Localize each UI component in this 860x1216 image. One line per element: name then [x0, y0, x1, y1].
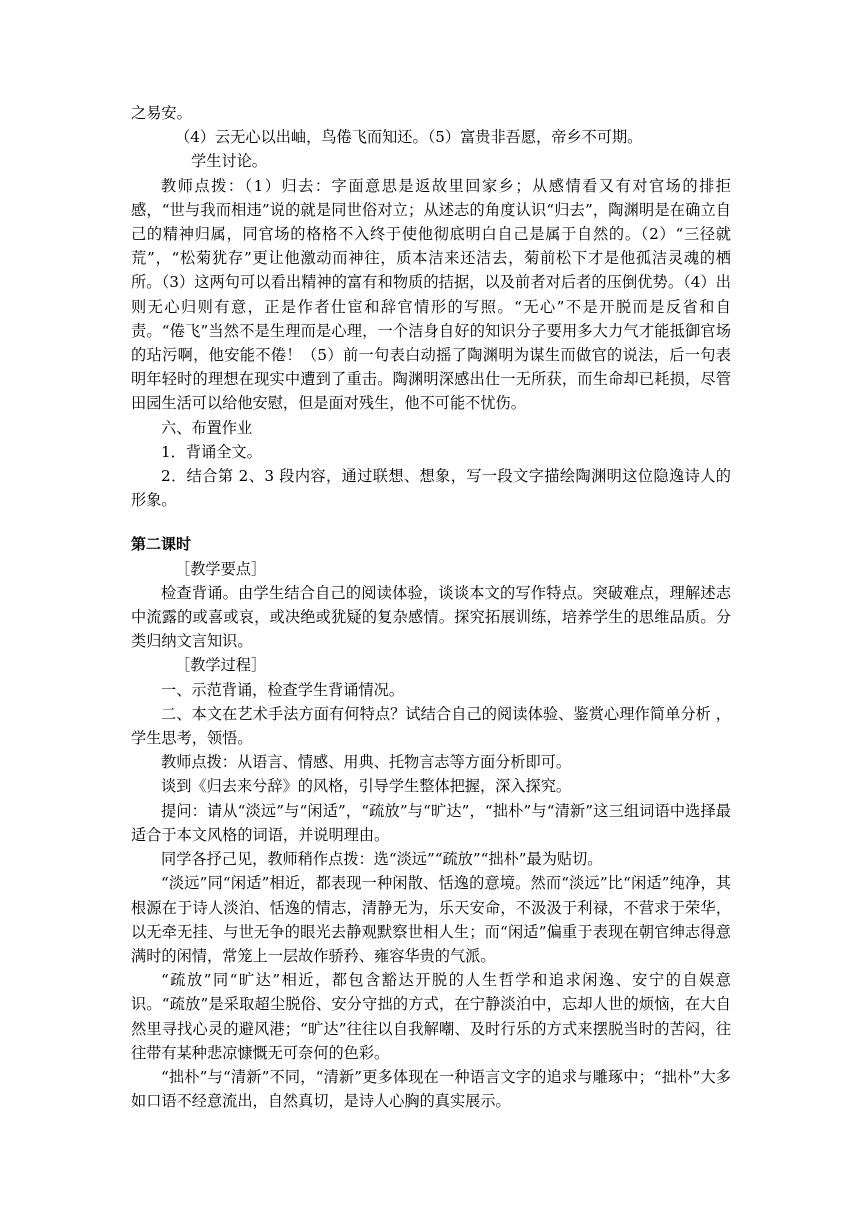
style-intro: 谈到《归去来兮辞》的风格，引导学生整体把握，深入探究。 [161, 777, 572, 796]
process-step-2: 二、本文在艺术手法方面有何特点？试结合自己的阅读体验、鉴赏心理作简单分析 ，学生思考，领悟。 [131, 704, 731, 748]
section-heading-homework: 六、布置作业 [161, 418, 253, 437]
blank-line [131, 512, 731, 532]
lesson-two-heading: 第二课时 [131, 535, 192, 554]
process-step-1: 一、示范背诵，检查学生背诵情况。 [161, 680, 404, 699]
teacher-tip: 教师点拨：从语言、情感、用典、托物言志等方面分析即可。 [161, 753, 572, 772]
zhuopu-paragraph: “拙朴”与“清新”不同，“清新”更多体现在一种语言文字的追求与雕琢中；“拙朴”大多如口语不经意流出，自然真切，是诗人心胸的真实展示。 [131, 1067, 731, 1111]
quote-lines: （4）云无心以出岫，鸟倦飞而知还。（5）富贵非吾愿，帝乡不可期。 [175, 128, 643, 147]
question-paragraph: 提问：请从“淡远”与“闲适”，“疏放”与“旷达”，“拙朴”与“清新”这三组词语中选择最适合于本文风格的词语，并说明理由。 [131, 801, 731, 844]
paragraph-continuation: 之易安。 [131, 104, 192, 122]
homework-item-2: 2．结合第 2、3 段内容，通过联想、想象，写一段文字描绘陶渊明这位隐逸诗人的形象。 [131, 467, 731, 510]
teaching-points-paragraph: 检查背诵。由学生结合自己的阅读体验，谈谈本文的写作特点。突破难点，理解述志中流露的或喜或哀，或决绝或犹疑的复杂感情。探究拓展训练，培养学生的思维品质。分类归纳文言知识。 [131, 583, 731, 651]
student-discussion: 学生讨论。 [191, 152, 267, 171]
danyuan-paragraph: “淡远”同“闲适”相近，都表现一种闲散、恬逸的意境。然而“淡远”比“闲适”纯净，其根源在于诗人淡泊、恬逸的情志，清静无为，乐天安命，不汲汲于利禄，不营求于荣华，以无牵无挂、与世无争的眼光去静观默察世相人生；而“闲适”偏重于表现在朝官绅志得意满时的闲情，常笼上一层故作骄矜、雍容华贵的气派。 [131, 874, 731, 965]
shufang-paragraph: “疏放”同“旷达”相近，都包含豁达开脱的人生哲学和追求闲逸、安宁的自娱意识。“疏放”是采取超尘脱俗、安分守拙的方式，在宁静淡泊中，忘却人世的烦恼，在大自然里寻找心灵的避风港；“旷达”往往以自我解嘲、及时行乐的方式来摆脱当时的苦闷，往往带有某种悲凉慷慨无可奈何的色彩。 [131, 971, 731, 1062]
teaching-process-heading: ［教学过程］ [175, 656, 267, 675]
document-page [131, 101, 731, 1113]
teacher-guidance-paragraph: 教师点拨：（1）归去：字面意思是返故里回家乡；从感情看又有对官场的排拒感，“世与我而相违”说的就是同世俗对立；从述志的角度认识“归去”，陶渊明是在确立自己的精神归属，同官场的格格不入终于使他彻底明白自己是属于自然的。（2）“三径就荒”，“松菊犹存”更让他激动而神往，质本洁来还洁去，菊前松下才是他孤洁灵魂的栖所。（3）这两句可以看出精神的富有和物质的拮据，以及前者对后者的压倒优势。（4）出则无心归则有意，正是作者仕宦和辞官情形的写照。“无心”不是开脱而是反省和自责。“倦飞”当然不是生理而是心理，一个洁身自好的知识分子要用多大力气才能抵御官场的玷污啊，他安能不倦！（5）前一句表白动摇了陶渊明为谋生而做官的说法，后一句表明年轻时的理想在现实中遭到了重击。陶渊明深感出仕一无所获，而生命却已耗损，尽管田园生活可以给他安慰，但是面对残生，他不可能不忧伤。 [131, 176, 731, 413]
teaching-points-heading: ［教学要点］ [175, 559, 267, 578]
answer-paragraph: 同学各抒己见，教师稍作点拨：选“淡远”“疏放”“拙朴”最为贴切。 [161, 850, 603, 869]
homework-item-1: 1．背诵全文。 [161, 442, 262, 461]
